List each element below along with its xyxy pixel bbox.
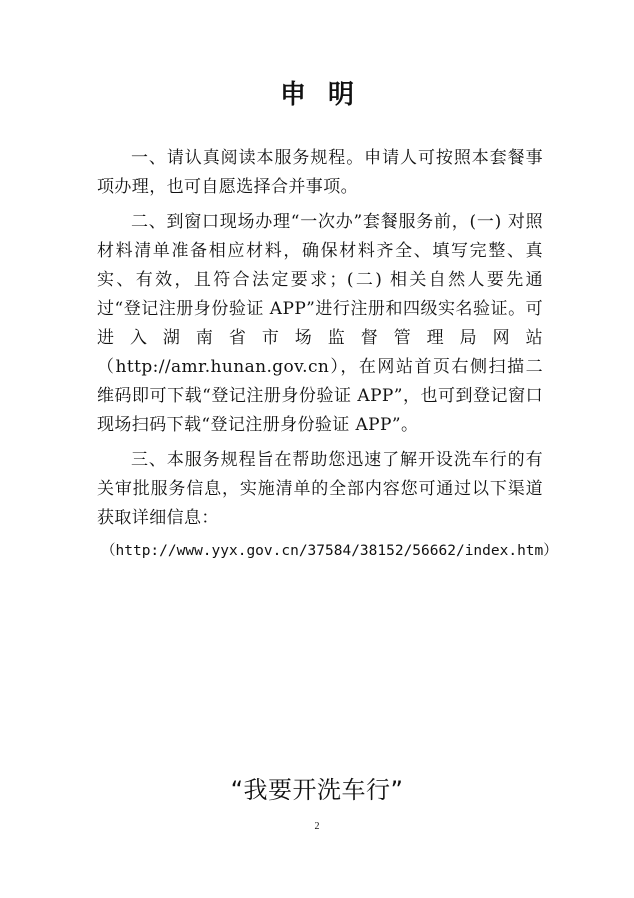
paragraph-3: 三、本服务规程旨在帮助您迅速了解开设洗车行的有关审批服务信息，实施清单的全部内容您可通过以下渠道获取详细信息：	[97, 450, 543, 528]
page-title: 申明	[279, 80, 376, 110]
paragraph-2: 二、到窗口现场办理“一次办”套餐服务前，(一) 对照材料清单准备相应材料，确保材料齐全、填写完整、真实、有效，且符合法定要求；(二) 相关自然人要先通过“登记注册身份验证 APP”进行注册和四级实名验证。可进入湖南省市场监督管理局网站（http://amr.hunan.gov.cn），在网站首页右侧扫描二维码即可下载“登记注册身份验证 APP”，也可到登记窗口现场扫码下载“登记注册身份验证 APP”。	[97, 212, 543, 435]
paragraph-1: 一、请认真阅读本服务规程。申请人可按照本套餐事项办理，也可自愿选择合并事项。	[97, 148, 543, 197]
document-body	[97, 144, 543, 533]
page-number: 2	[314, 821, 320, 832]
info-url: （http://www.yyx.gov.cn/37584/38152/56662/index.htm）	[101, 543, 558, 559]
slogan: “我要开洗车行”	[230, 776, 404, 804]
